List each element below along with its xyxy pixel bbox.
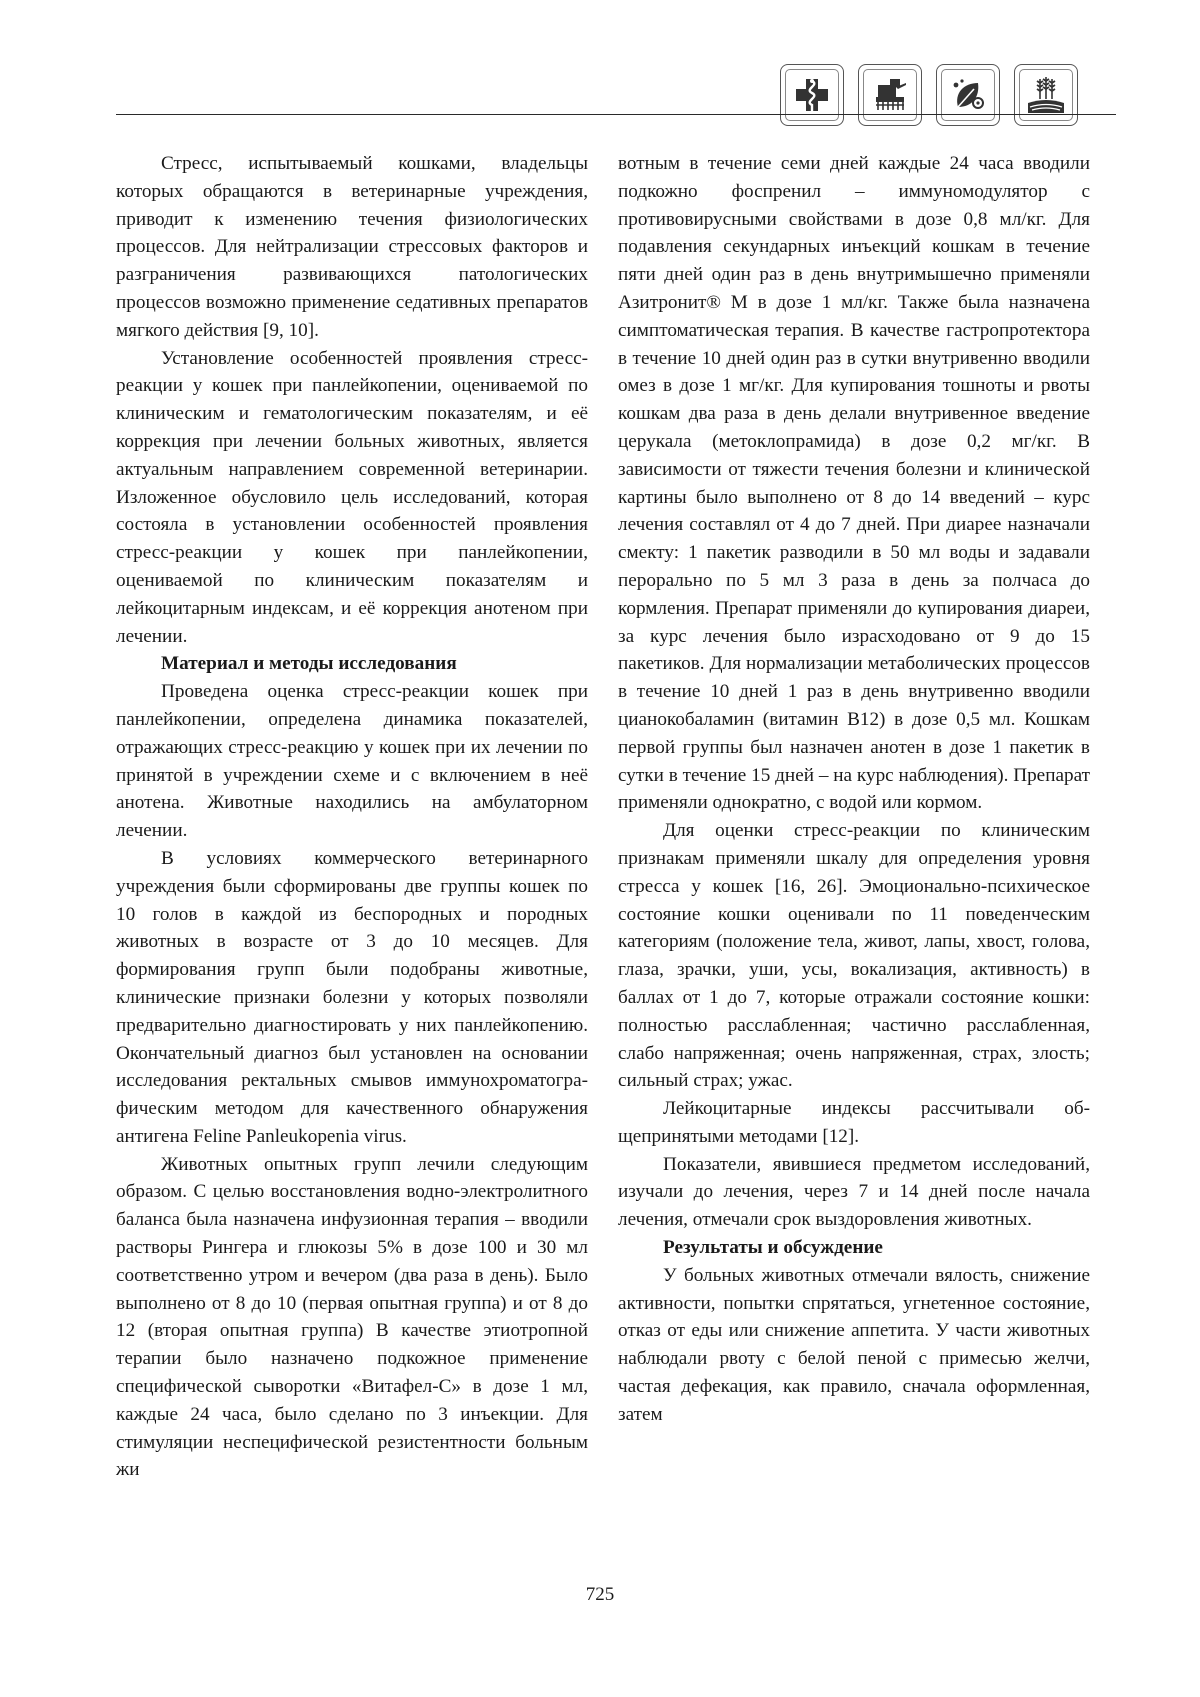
paragraph: Лейкоцитарные индексы рассчитывали общепринятыми методами [12]. [618, 1098, 1090, 1147]
section-heading-methods: Материал и методы исследования [161, 653, 457, 675]
paragraph: Показатели, явившиеся предметом исследований, изучали до лечения, через 7 и 14 дней после начала лечения, отмечали срок выздоровления животных. [618, 1153, 1090, 1231]
left-column [116, 150, 588, 1484]
paragraph: Проведена оценка стресс-реакции кошек при панлейкопении, определена динамика показателей, отражающих стресс-реакцию у кошек при их лечении по принятой в учреждении схеме и с включением в неё анотена. Животные находились на амбулаторном лечении. [116, 681, 588, 842]
paragraph: У больных животных отмечали вялость, снижение активности, попытки спрятаться, угнетенное состояние, отказ от еды или снижение аппетита. У части животных наблюдали рвоту с белой пеной с примесью желчи, частая дефекация, как правило, сначала оформленная, затем [618, 1264, 1090, 1425]
header-icon-strip [780, 64, 1078, 128]
paragraph: Установление особенностей проявления стресс-реакции у кошек при панлейкопении, оцениваемой по клиническим и гематологическим показателям, и её коррекция при лечении больных животных, является актуальным направлением современной ветеринарии. Изложенное обусловило цель исследований, которая состояла в установлении особенностей проявления стресс-реакции у кошек при панлейкопении, оцениваемой по клиническим показателям и лейкоцитарным индексам, и её коррекция анотеном при лечении. [116, 347, 588, 647]
wheat-field-icon [1014, 64, 1078, 126]
harvester-icon [858, 64, 922, 126]
paragraph: Стресс, испытываемый кошками, владельцы которых обращаются в ветеринарные учреждения, приводит к изменению течения физиологических процессов. Для нейтрализации стрессовых факторов и разграничения развивающихся патологических процессов возможно применение седативных препаратов мягкого действия [9, 10]. [116, 153, 588, 341]
paragraph: Животных опытных групп лечили следующим образом. С целью восстановления водно-электролитного баланса была назначена инфузионная терапия – вводили растворы Рингера и глюкозы 5% в дозе 100 и 30 мл соответственно утром и вечером (два раза в день). Было выполнено от 8 до 10 (первая опытная группа) и от 8 до 12 (вторая опытная группа) В качестве этиотропной терапии было назначено подкожное применение специфической сыворотки «Витафел-С» в дозе 1 мл, каждые 24 часа, было сделано по 3 инъекции. Для стимуляции неспецифической резистентности больным жи [116, 1153, 588, 1481]
section-heading-results: Результаты и обсуждение [663, 1237, 883, 1259]
paragraph: Для оценки стресс-реакции по клиническим признакам применяли шкалу для определения уровня стресса у кошек [16, 26]. Эмоционально-психическое состояние кошки оценивали по 11 поведенческим категориям (положение тела, живот, лапы, хвост, голова, глаза, зрачки, уши, усы, вокализация, активность) в баллах от 1 до 7, которые отражали состояние кошки: полностью расслабленная; частично расслабленная, слабо напряженная; очень напряженная, страх, злость; сильный страх; ужас. [618, 820, 1090, 1092]
header-rule [116, 114, 1116, 115]
leaf-science-icon [936, 64, 1000, 126]
page-number: 725 [585, 1584, 615, 1605]
right-column [618, 150, 1090, 1429]
paragraph-continued: вотным в течение семи дней каждые 24 часа вводили подкожно фоспренил – иммуномодулятор с противовирусными свойствами в дозе 0,8 мл/кг. Для подавления секундарных инъекций кошкам в течение пяти дней один раз в день внутримышечно применяли Азитронит® М в дозе 1 мл/кг. Также была назначена симптоматическая терапия. В качестве гастропротектора в течение 10 дней один раз в сутки внутривенно вводили омез в дозе 1 мг/кг. Для купирования тошноты и рвоты кошкам два раза в день делали внутривенное введение церукала (метоклопрамида) в дозе 0,2 мг/кг. В зависимости от тяжести течения болезни и клинической картины было выполнено от 8 до 14 введений – курс лечения составлял от 4 до 7 дней. При диарее назначали смекту: 1 пакетик разводили в 50 мл воды и задавали перорально по 5 мл 3 раза в день за полчаса до кормления. Препарат применяли до купирования диареи, за курс лечения было израсходовано от 9 до 15 пакетиков. Для нормализации метаболических процессов в течение 10 дней 1 раз в день внутривенно вводили цианокобаламин (витамин В12) в дозе 0,5 мл. Кошкам первой группы был назначен анотен в дозе 1 пакетик в сутки в течение 15 дней – на курс наблюдения). Препарат применяли однократно, с водой или кормом. [618, 153, 1090, 814]
medical-cross-snake-icon [780, 64, 844, 126]
paragraph: В условиях коммерческого ветеринарного учреждения были сформированы две группы кошек по 10 голов в каждой из беспородных и породных животных в возрасте от 3 до 10 месяцев. Для формирования групп были подобраны животные, клинические признаки болезни у которых позволяли предварительно диагностировать у них панлейкопению. Окончательный диагноз был установлен на основании исследования ректальных смывов иммунохроматографическим методом для качественного обнаружения антигена Feline Panleukopenia virus. [116, 847, 588, 1147]
